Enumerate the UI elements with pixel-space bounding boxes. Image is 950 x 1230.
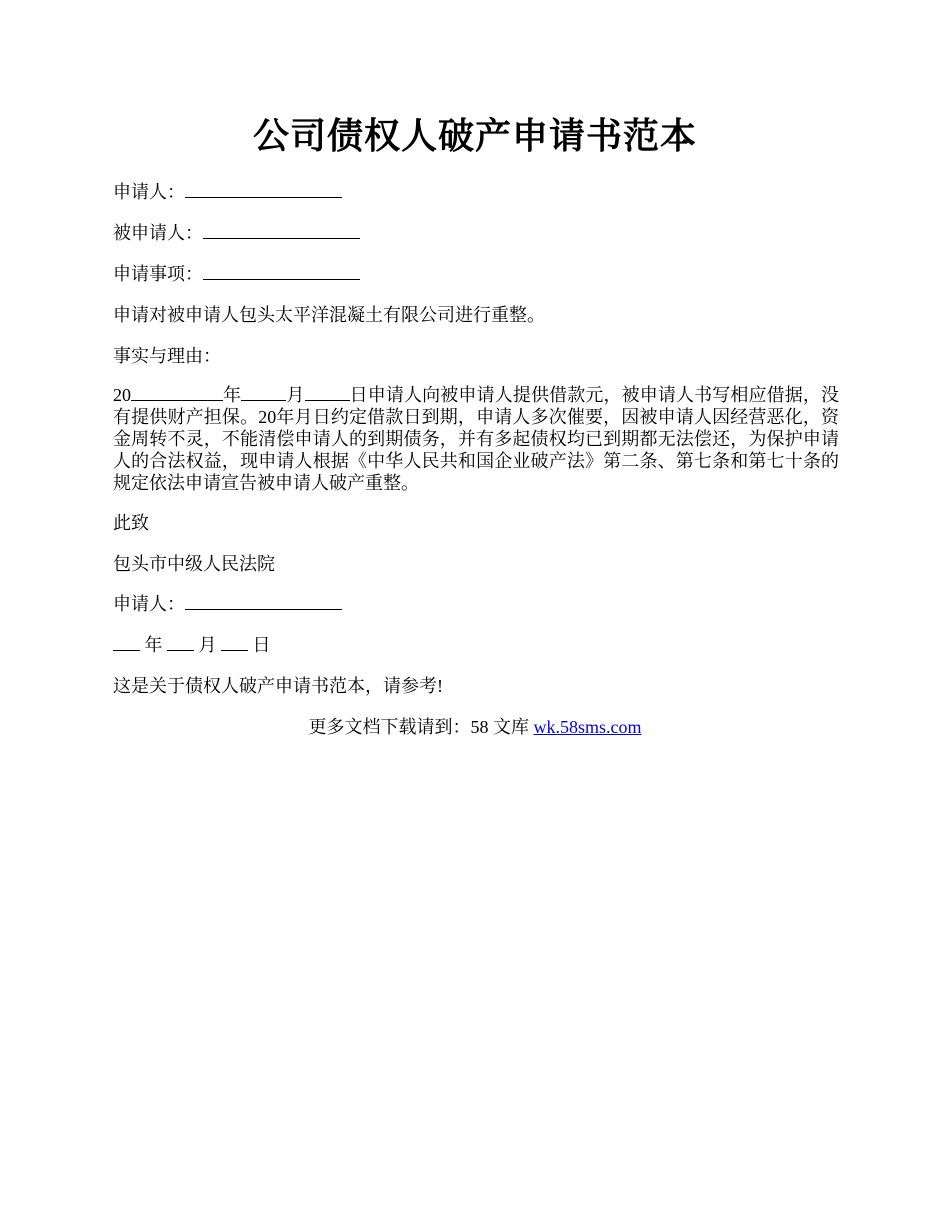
respondent-line — [113, 222, 360, 244]
body-prefix: 20 — [113, 385, 131, 405]
download-footer — [0, 716, 950, 738]
matter-blank — [203, 263, 360, 280]
facts-paragraph — [113, 384, 839, 494]
sign-label: 申请人： — [113, 594, 185, 614]
court-name: 包头市中级人民法院 — [113, 554, 275, 574]
applicant-blank — [185, 181, 342, 198]
applicant-label: 申请人： — [113, 182, 185, 202]
document-title: 公司债权人破产申请书范本 — [252, 116, 697, 156]
year-blank — [131, 384, 223, 401]
reference-note: 这是关于债权人破产申请书范本，请参考! — [113, 676, 443, 696]
respondent-label: 被申请人： — [113, 223, 203, 243]
date-year-blank — [113, 634, 140, 651]
closing-text: 此致 — [113, 513, 149, 533]
date-line — [113, 634, 271, 656]
body-month: 月 — [286, 385, 305, 405]
month-blank — [241, 384, 286, 401]
footer-text: 更多文档下载请到：58 文库 — [308, 717, 534, 737]
footer-link[interactable]: wk.58sms.com — [533, 717, 642, 737]
date-day-label: 日 — [252, 635, 271, 655]
signature-blank — [185, 593, 342, 610]
request-text: 申请对被申请人包头太平洋混凝土有限公司进行重整。 — [113, 305, 545, 325]
date-month-blank — [167, 634, 194, 651]
respondent-blank — [203, 222, 360, 239]
body-text: 日申请人向被申请人提供借款元，被申请人书写相应借据，没有提供财产担保。20年月日约定借款日到期，申请人多次催要，因被申请人因经营恶化，资金周转不灵，不能清偿申请人的到期债务，并有多起债权均已到期都无法偿还，为保护申请人的合法权益，现申请人根据《中华人民共和国企业破产法》第二条、第七条和第七十条的规定依法申请宣告被申请人破产重整。 — [113, 385, 840, 493]
date-year-label: 年 — [144, 635, 163, 655]
date-day-blank — [221, 634, 248, 651]
facts-label: 事实与理由： — [113, 346, 221, 366]
day-blank — [305, 384, 350, 401]
body-year: 年 — [223, 385, 242, 405]
matter-line — [113, 263, 360, 285]
applicant-line — [113, 181, 342, 203]
date-month-label: 月 — [198, 635, 217, 655]
signature-line — [113, 593, 342, 615]
matter-label: 申请事项： — [113, 264, 203, 284]
